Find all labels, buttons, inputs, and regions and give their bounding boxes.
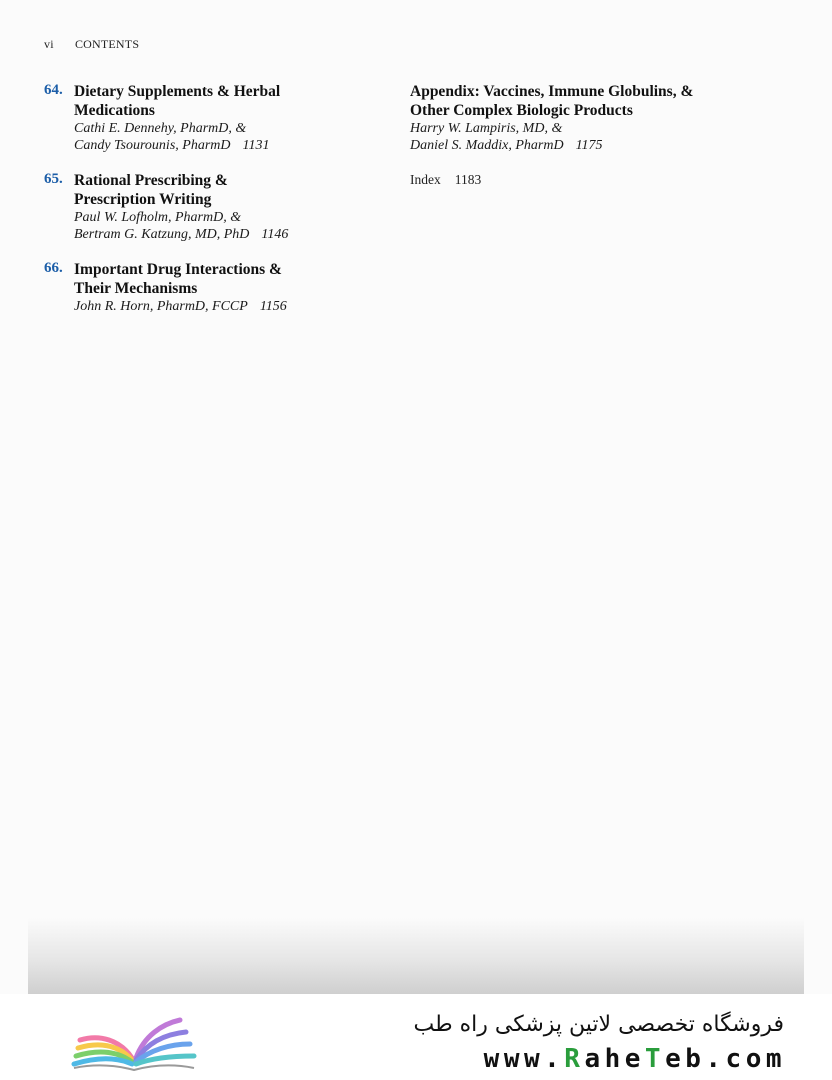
index-label: Index	[410, 172, 441, 187]
appendix-authors: Harry W. Lampiris, MD, & Daniel S. Maddix, PharmD 1175	[410, 121, 603, 153]
toc-right-column	[410, 82, 790, 188]
chapter-authors: Cathi E. Dennehy, PharmD, & Candy Tsourounis, PharmD 1131	[74, 121, 270, 153]
toc-left-column	[44, 82, 364, 332]
page-number: 1131	[242, 138, 270, 153]
shop-name-persian: فروشگاه تخصصی لاتین پزشکی راه طب	[413, 1012, 784, 1037]
open-book-rainbow-icon	[70, 1010, 198, 1074]
toc-entry-66[interactable]	[44, 260, 364, 315]
toc-entry-appendix[interactable]	[410, 82, 790, 154]
page-number: 1146	[261, 227, 289, 242]
chapter-title: Rational Prescribing & Prescription Writing	[74, 172, 228, 208]
chapter-authors: John R. Horn, PharmD, FCCP 1156	[74, 299, 287, 314]
chapter-number: 66.	[44, 260, 63, 276]
chapter-title: Dietary Supplements & Herbal Medications	[74, 83, 281, 119]
running-head	[44, 37, 139, 52]
page-bottom-shadow	[28, 918, 804, 994]
toc-entry-index[interactable]	[410, 172, 790, 188]
section-title: CONTENTS	[74, 37, 140, 51]
appendix-title: Appendix: Vaccines, Immune Globulins, & Other Complex Biologic Products	[410, 83, 694, 119]
website-url[interactable]: www.RaheTeb.com	[483, 1044, 786, 1074]
chapter-title: Important Drug Interactions & Their Mechanisms	[74, 261, 282, 297]
page-number: 1175	[575, 138, 603, 153]
page-folio: vi	[44, 37, 54, 51]
toc-entry-64[interactable]	[44, 82, 364, 154]
chapter-number: 64.	[44, 82, 63, 98]
page-number: 1156	[259, 299, 287, 314]
chapter-number: 65.	[44, 171, 63, 187]
page-number: 1183	[454, 172, 482, 187]
chapter-authors: Paul W. Lofholm, PharmD, & Bertram G. Katzung, MD, PhD 1146	[74, 210, 289, 242]
toc-entry-65[interactable]	[44, 171, 364, 243]
